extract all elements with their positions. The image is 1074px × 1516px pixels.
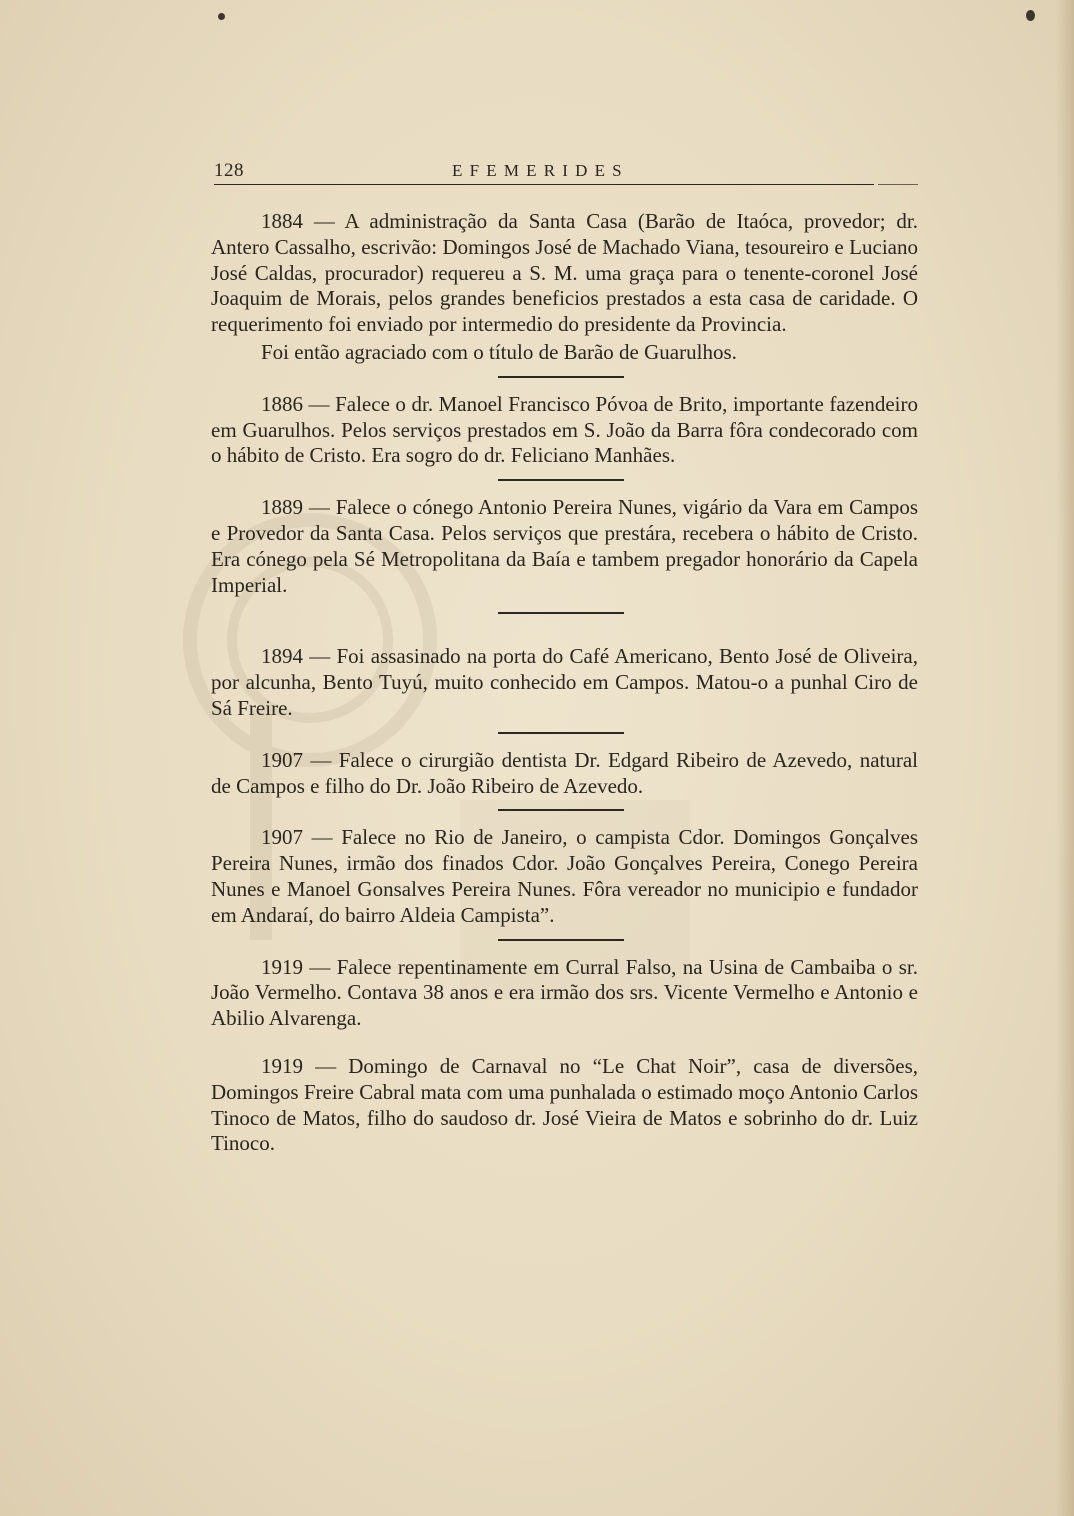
entry-paragraph: 1894 — Foi assasinado na porta do Café Americano, Bento José de Oliveira, por alcunha, Bento Tuyú, muito conhecido em Campos. Matou-o a punhal Ciro de Sá Freire. xyxy=(211,644,918,720)
entry-1889 xyxy=(211,495,918,598)
running-title: EFEMERIDES xyxy=(452,161,629,180)
entry-1919-b xyxy=(211,1054,918,1157)
entry-1884 xyxy=(211,209,918,366)
ink-speck xyxy=(218,13,225,20)
page-number: 128 xyxy=(214,160,244,181)
spacer xyxy=(211,1032,918,1054)
entry-paragraph: 1907 — Falece no Rio de Janeiro, o campista Cdor. Domingos Gonçalves Pereira Nunes, irmão dos finados Cdor. João Gonçalves Pereira, Conego Pereira Nunes e Manoel Gonsalves Pereira Nunes. Fôra vereador no municipio e fundador em Andaraí, do bairro Aldeia Campista”. xyxy=(211,825,918,927)
separator-rule xyxy=(498,479,624,481)
separator-rule xyxy=(498,612,624,614)
entry-paragraph: 1919 — Domingo de Carnaval no “Le Chat Noir”, casa de diversões, Domingos Freire Cabral mata com uma punhalada o estimado moço Antonio Carlos Tinoco de Matos, filho do saudoso dr. José Vieira de Matos e sobrinho do dr. Luiz Tinoco. xyxy=(211,1053,918,1156)
header-rule xyxy=(214,184,874,185)
ink-speck xyxy=(1026,10,1035,21)
entry-paragraph: Foi então agraciado com o título de Barão de Guarulhos. xyxy=(261,339,737,364)
entry-1907-b xyxy=(211,825,918,928)
entry-paragraph: 1889 — Falece o cónego Antonio Pereira Nunes, vigário da Vara em Campos e Provedor da Santa Casa. Pelos serviços que prestára, recebera o hábito de Cristo. Era cónego pela Sé Metropolitana da Baía e tambem pregador honorário da Capela Imperial. xyxy=(211,495,918,597)
separator-rule xyxy=(498,732,624,734)
separator-rule xyxy=(498,376,624,378)
entry-1919-a xyxy=(211,955,918,1032)
separator-rule xyxy=(498,939,624,941)
entry-paragraph: 1886 — Falece o dr. Manoel Francisco Póvoa de Brito, importante fazendeiro em Guarulhos. Pelos serviços prestados em S. João da Barra fôra condecorado com o hábito de Cristo. Era sogro do dr. Feliciano Manhães. xyxy=(211,391,918,468)
separator-rule xyxy=(498,809,624,811)
header-rule-end xyxy=(878,184,918,185)
entry-1907-a xyxy=(211,748,918,800)
entry-paragraph: 1884 — A administração da Santa Casa (Barão de Itaóca, provedor; dr. Antero Cassalho, escrivão: Domingos José de Machado Viana, tesoureiro e Luciano José Caldas, procurador) requereu a S. M. uma graça para o tenente-coronel José Joaquim de Morais, pelos grandes beneficios prestados a esta casa de caridade. O requerimento foi enviado por intermedio do presidente da Provincia. xyxy=(211,209,918,337)
entry-1886 xyxy=(211,392,918,469)
entry-1894 xyxy=(211,644,918,721)
entries-body xyxy=(211,209,918,1157)
entry-paragraph: 1907 — Falece o cirurgião dentista Dr. Edgard Ribeiro de Azevedo, natural de Campos e filho do Dr. João Ribeiro de Azevedo. xyxy=(211,747,918,798)
page-header xyxy=(214,160,916,186)
page-edge-shadow xyxy=(1056,0,1074,1516)
entry-paragraph: 1919 — Falece repentinamente em Curral Falso, na Usina de Cambaiba o sr. João Vermelho. Contava 38 anos e era irmão dos srs. Vicente Vermelho e Antonio e Abilio Alvarenga. xyxy=(211,954,918,1031)
